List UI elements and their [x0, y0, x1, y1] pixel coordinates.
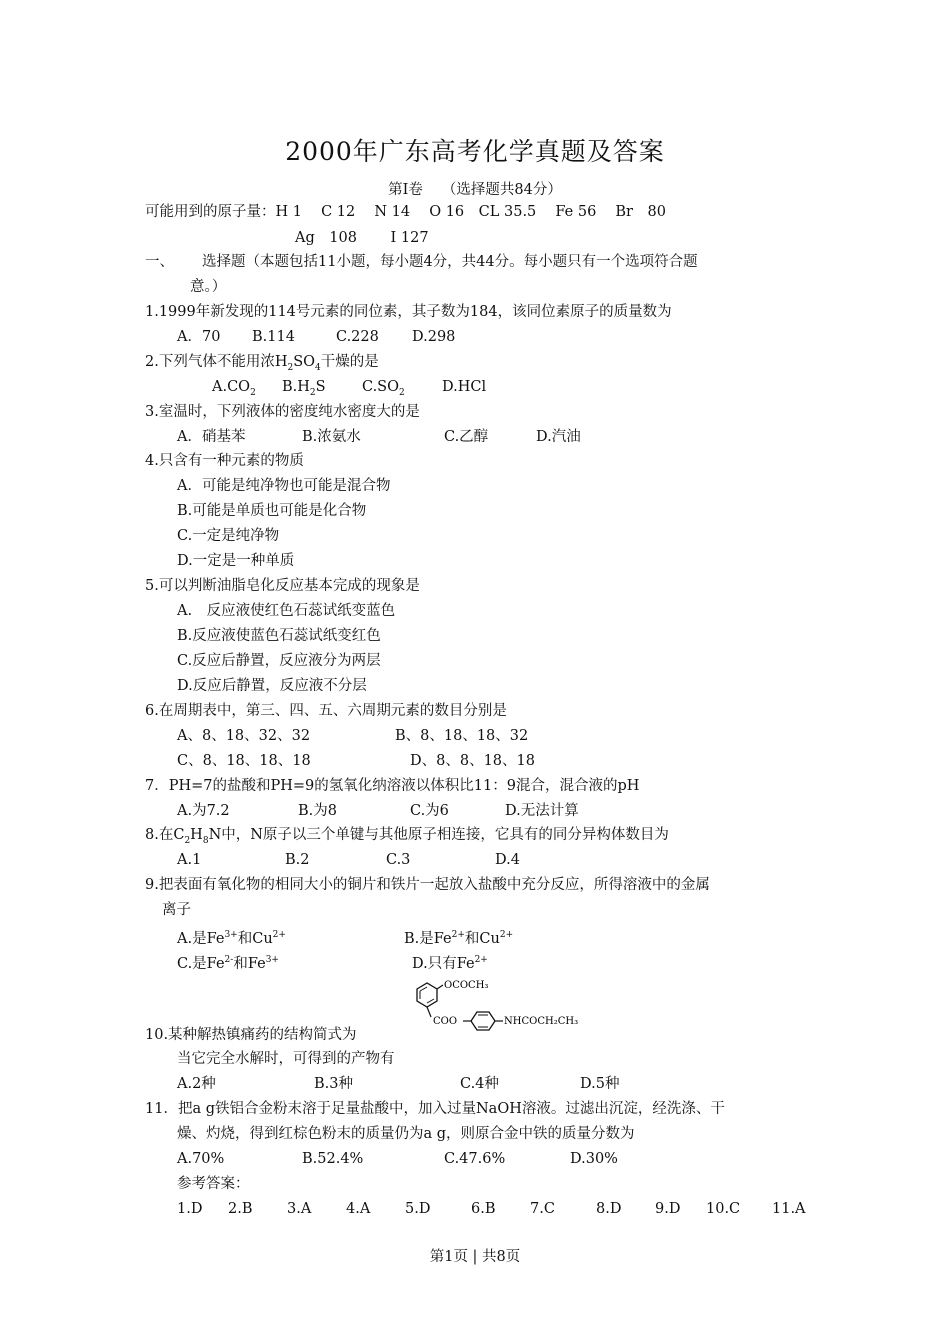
question-2-option-b: $B.H_2S$	[282, 379, 326, 398]
question-3-option-a: A．硝基苯	[177, 429, 246, 445]
section-subtitle: 第I卷 （选择题共84分）	[388, 182, 562, 198]
question-2-stem: 2.下列气体不能用浓$H_2SO_4$干燥的是	[145, 354, 379, 373]
question-9-option-a: A.是$Fe^{3+}$和$Cu^{2+}$	[177, 930, 286, 947]
answers-label: 参考答案：	[177, 1176, 250, 1192]
struct-top-group-label: OCOCH₃	[444, 980, 489, 991]
question-3-option-b: B.浓氨水	[302, 429, 361, 445]
question-6-option-d: D、8、8、18、18	[410, 753, 535, 769]
question-3-option-c: C.乙醇	[444, 429, 489, 445]
question-8-option-b: B.2	[285, 852, 310, 868]
question-11-option-a: A.70%	[177, 1151, 225, 1167]
question-5-option-a: A. 反应液使红色石蕊试纸变蓝色	[177, 603, 396, 619]
question-4-stem: 4.只含有一种元素的物质	[145, 453, 304, 469]
atomic-mass-line-1: 可能用到的原子量：H 1 C 12 N 14 O 16 CL 35.5 Fe 56 Br 80	[145, 204, 666, 220]
question-6-stem: 6.在周期表中，第三、四、五、六周期元素的数目分别是	[145, 703, 507, 719]
section-instruction-1: 选择题（本题包括11小题，每小题4分，共44分。每小题只有一个选项符合题	[202, 254, 698, 270]
question-3-stem: 3.室温时，下列液体的密度纯水密度大的是	[145, 404, 420, 420]
question-3-option-d: D.汽油	[536, 429, 581, 445]
chemical-structure-diagram	[405, 975, 605, 1037]
question-11-stem-1: 11．把a g铁铝合金粉末溶于足量盐酸中，加入过量NaOH溶液。过滤出沉淀，经洗涤、干	[145, 1101, 725, 1117]
question-4-option-a: A．可能是纯净物也可能是混合物	[177, 478, 391, 494]
question-6-option-c: C、8、18、18、18	[177, 753, 311, 769]
atomic-mass-line-2: Ag 108 I 127	[295, 230, 429, 246]
question-2-option-c: $C.SO_2$	[362, 379, 405, 398]
question-11-option-b: B.52.4%	[302, 1151, 364, 1167]
answer-item: 8.D	[596, 1201, 622, 1217]
answer-item: 7.C	[530, 1201, 555, 1217]
question-11-stem-2: 燥、灼烧，得到红棕色粉末的质量仍为a g，则原合金中铁的质量分数为	[177, 1126, 635, 1142]
struct-ester-label: COO	[433, 1016, 458, 1027]
question-9-option-d: D.只有$Fe^{2+}$	[412, 955, 488, 972]
question-8-stem: 8.在$C_2H_8N$中，N原子以三个单键与其他原子相连接，它具有的同分异构体数目为	[145, 827, 669, 846]
question-6-option-a: A、8、18、32、32	[177, 728, 311, 744]
page-footer: 第1页 | 共8页	[429, 1249, 521, 1265]
question-9-option-c: C.是$Fe^{2-}$和$Fe^{3+}$	[177, 955, 279, 972]
question-4-option-b: B.可能是单质也可能是化合物	[177, 503, 367, 519]
question-1-option-a: A．70	[177, 329, 221, 345]
question-8-option-d: D.4	[495, 852, 520, 868]
question-5-stem: 5.可以判断油脂皂化反应基本完成的现象是	[145, 578, 420, 594]
question-1-stem: 1.1999年新发现的114号元素的同位素，其子数为184，该同位素原子的质量数为	[145, 304, 672, 320]
question-1-option-d: D.298	[412, 329, 456, 345]
answer-item: 4.A	[346, 1201, 371, 1217]
question-6-option-b: B、8、18、18、32	[395, 728, 529, 744]
answer-item: 2.B	[228, 1201, 253, 1217]
question-10-stem-1: 10.某种解热镇痛药的结构简式为	[145, 1027, 357, 1043]
answer-item: 10.C	[706, 1201, 741, 1217]
question-1-option-b: B.114	[252, 329, 295, 345]
question-10-stem-2: 当它完全水解时，可得到的产物有	[177, 1051, 395, 1067]
question-7-option-b: B.为8	[298, 803, 337, 819]
answer-item: 5.D	[405, 1201, 431, 1217]
question-4-option-d: D.一定是一种单质	[177, 553, 295, 569]
section-instruction-2: 意。）	[190, 279, 227, 295]
question-4-option-c: C.一定是纯净物	[177, 528, 280, 544]
question-7-stem: 7．PH=7的盐酸和PH=9的氢氧化纳溶液以体积比11：9混合，混合液的pH	[145, 778, 640, 794]
question-5-option-c: C.反应后静置，反应液分为两层	[177, 653, 381, 669]
section-number: 一、	[145, 254, 174, 270]
question-1-option-c: C.228	[336, 329, 379, 345]
answer-item: 9.D	[655, 1201, 681, 1217]
question-9-stem-2: 离子	[162, 902, 191, 918]
question-10-option-a: A.2种	[177, 1076, 216, 1092]
question-7-option-c: C.为6	[410, 803, 449, 819]
struct-amide-label: NHCOCH₂CH₃	[504, 1016, 579, 1027]
question-9-option-b: B.是$Fe^{2+}$和$Cu^{2+}$	[404, 930, 514, 947]
answer-item: 1.D	[177, 1201, 203, 1217]
question-10-option-c: C.4种	[460, 1076, 499, 1092]
question-7-option-a: A.为7.2	[177, 803, 230, 819]
page-title: 2000年广东高考化学真题及答案	[285, 137, 665, 166]
question-2-option-a: $A.CO_2$	[212, 379, 256, 398]
question-11-option-c: C.47.6%	[444, 1151, 506, 1167]
question-9-stem-1: 9.把表面有氧化物的相同大小的铜片和铁片一起放入盐酸中充分反应，所得溶液中的金属	[145, 877, 710, 893]
answer-item: 11.A	[772, 1201, 806, 1217]
answer-item: 3.A	[287, 1201, 312, 1217]
question-7-option-d: D.无法计算	[505, 803, 579, 819]
question-11-option-d: D.30%	[570, 1151, 618, 1167]
question-5-option-d: D.反应后静置，反应液不分层	[177, 678, 367, 694]
question-2-option-d: D.HCl	[442, 379, 487, 395]
answer-item: 6.B	[471, 1201, 496, 1217]
question-10-option-d: D.5种	[580, 1076, 620, 1092]
question-5-option-b: B.反应液使蓝色石蕊试纸变红色	[177, 628, 381, 644]
question-10-option-b: B.3种	[314, 1076, 353, 1092]
question-8-option-c: C.3	[386, 852, 411, 868]
question-8-option-a: A.1	[177, 852, 202, 868]
